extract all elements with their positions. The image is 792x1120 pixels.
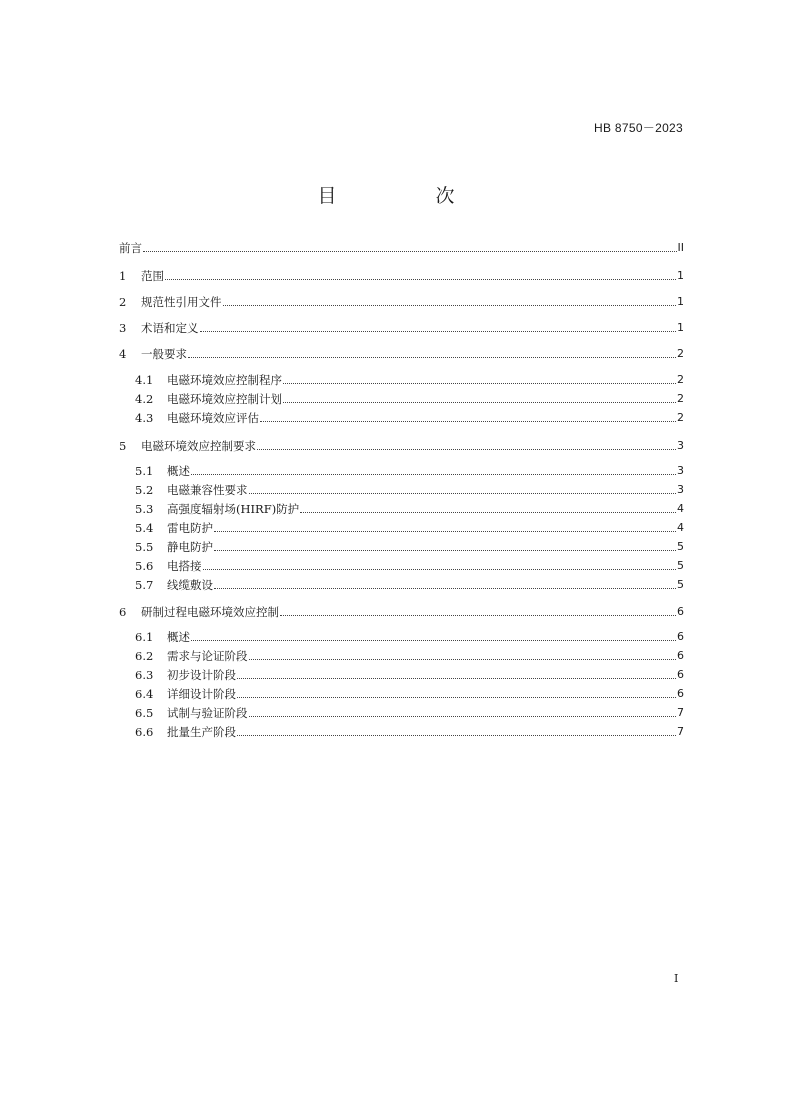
toc-entry-number: 6 <box>119 605 127 619</box>
toc-entry-page: 5 <box>677 578 684 591</box>
toc-entry-number: 5.1 <box>135 464 154 478</box>
toc-entry-page: 3 <box>677 464 684 477</box>
document-code: HB 8750－2023 <box>594 121 683 135</box>
toc-entry[interactable] <box>119 320 684 336</box>
toc-entry-page: 5 <box>677 559 684 572</box>
toc-entry-number: 4.2 <box>135 392 154 406</box>
toc-entry-number: 4.1 <box>135 373 154 387</box>
toc-entry-page: 6 <box>677 687 684 700</box>
toc-entry-label: 高强度辐射场(HIRF)防护 <box>167 502 300 516</box>
toc-entry-label: 初步设计阶段 <box>167 668 236 682</box>
toc-entry[interactable] <box>135 577 684 593</box>
toc-entry[interactable] <box>135 648 684 664</box>
toc-entry-label: 雷电防护 <box>167 521 213 535</box>
toc-entry-number: 5.6 <box>135 559 154 573</box>
toc-entry-label: 规范性引用文件 <box>141 295 222 309</box>
toc-entry-label: 前言 <box>119 241 142 255</box>
toc-entry-label: 术语和定义 <box>141 321 199 335</box>
toc-entry-label: 批量生产阶段 <box>167 725 236 739</box>
toc-entry-label: 研制过程电磁环境效应控制 <box>141 605 279 619</box>
toc-entry-label: 电磁环境效应控制程序 <box>167 373 282 387</box>
toc-entry[interactable] <box>135 501 684 517</box>
toc-entry-number: 6.6 <box>135 725 154 739</box>
toc-entry-label: 电磁环境效应控制要求 <box>141 439 256 453</box>
toc-entry[interactable] <box>135 705 684 721</box>
toc-entry-page: 6 <box>677 649 684 662</box>
toc-entry-label: 试制与验证阶段 <box>167 706 248 720</box>
toc-entry[interactable] <box>135 539 684 555</box>
toc-entry-page: 3 <box>677 439 684 452</box>
toc-entry[interactable] <box>119 346 684 362</box>
toc-entry-label: 电磁环境效应控制计划 <box>167 392 282 406</box>
toc-entry-number: 3 <box>119 321 127 335</box>
toc-entry-page: 1 <box>677 321 684 334</box>
toc-entry-label: 电搭接 <box>167 559 202 573</box>
toc-entry-number: 6.1 <box>135 630 154 644</box>
toc-entry-number: 5.4 <box>135 521 154 535</box>
toc-entry[interactable] <box>135 667 684 683</box>
toc-entry-page: 7 <box>677 725 684 738</box>
toc-entry-page: 1 <box>677 295 684 308</box>
toc-leader-dots <box>249 659 677 660</box>
toc-leader-dots <box>143 251 677 252</box>
toc-entry-number: 5.3 <box>135 502 154 516</box>
toc-entry-label: 概述 <box>167 464 190 478</box>
toc-entry[interactable] <box>135 482 684 498</box>
toc-title: 目 次 <box>317 185 495 207</box>
toc-entry-page: 5 <box>677 540 684 553</box>
toc-entry-number: 2 <box>119 295 127 309</box>
toc-entry[interactable] <box>135 410 684 426</box>
toc-entry-page: 7 <box>677 706 684 719</box>
toc-entry-page: 2 <box>677 411 684 424</box>
toc-entry[interactable] <box>119 604 684 620</box>
toc-leader-dots <box>237 678 676 679</box>
toc-entry[interactable] <box>119 294 684 310</box>
toc-leader-dots <box>214 588 676 589</box>
page-number: I <box>674 972 679 985</box>
toc-entry-number: 5.2 <box>135 483 154 497</box>
toc-entry-label: 静电防护 <box>167 540 213 554</box>
toc-entry-page: II <box>677 241 684 254</box>
toc-entry[interactable] <box>135 520 684 536</box>
toc-entry[interactable] <box>135 558 684 574</box>
toc-leader-dots <box>300 512 676 513</box>
toc-entry-page: 4 <box>677 502 684 515</box>
toc-leader-dots <box>188 357 676 358</box>
toc-entry-number: 5.7 <box>135 578 154 592</box>
toc-entry[interactable] <box>135 724 684 740</box>
toc-entry[interactable] <box>135 372 684 388</box>
toc-entry-page: 2 <box>677 347 684 360</box>
toc-entry-number: 5.5 <box>135 540 154 554</box>
toc-entry-label: 详细设计阶段 <box>167 687 236 701</box>
toc-entry[interactable] <box>135 686 684 702</box>
toc-leader-dots <box>214 531 676 532</box>
toc-entry-label: 范围 <box>141 269 164 283</box>
toc-entry-label: 线缆敷设 <box>167 578 213 592</box>
toc-entry-label: 概述 <box>167 630 190 644</box>
toc-entry-page: 2 <box>677 392 684 405</box>
toc-entry-number: 6.3 <box>135 668 154 682</box>
toc-entry-page: 2 <box>677 373 684 386</box>
toc-entry-number: 6.4 <box>135 687 154 701</box>
toc-entry-number: 6.2 <box>135 649 154 663</box>
toc-leader-dots <box>237 735 676 736</box>
toc-leader-dots <box>214 550 676 551</box>
toc-entry-page: 6 <box>677 630 684 643</box>
toc-entry-label: 一般要求 <box>141 347 187 361</box>
toc-leader-dots <box>203 569 677 570</box>
toc-leader-dots <box>191 474 676 475</box>
toc-entry-page: 1 <box>677 269 684 282</box>
toc-entry[interactable] <box>119 240 684 256</box>
toc-leader-dots <box>200 331 677 332</box>
toc-entry-page: 6 <box>677 605 684 618</box>
toc-leader-dots <box>165 279 676 280</box>
toc-entry[interactable] <box>119 438 684 454</box>
toc-leader-dots <box>249 493 677 494</box>
toc-leader-dots <box>257 449 676 450</box>
toc-entry-number: 6.5 <box>135 706 154 720</box>
toc-leader-dots <box>223 305 677 306</box>
toc-entry-page: 4 <box>677 521 684 534</box>
toc-leader-dots <box>280 615 676 616</box>
toc-leader-dots <box>237 697 676 698</box>
toc-entry-number: 4 <box>119 347 127 361</box>
toc-leader-dots <box>283 383 676 384</box>
toc-leader-dots <box>249 716 677 717</box>
toc-entry-label: 电磁兼容性要求 <box>167 483 248 497</box>
toc-entry-number: 4.3 <box>135 411 154 425</box>
toc-entry-number: 5 <box>119 439 127 453</box>
toc-entry-label: 需求与论证阶段 <box>167 649 248 663</box>
toc-entry-page: 3 <box>677 483 684 496</box>
toc-entry[interactable] <box>135 463 684 479</box>
toc-entry-label: 电磁环境效应评估 <box>167 411 259 425</box>
toc-entry[interactable] <box>135 391 684 407</box>
toc-entry[interactable] <box>119 268 684 284</box>
toc-leader-dots <box>260 421 676 422</box>
toc-entry-page: 6 <box>677 668 684 681</box>
toc-entry-number: 1 <box>119 269 127 283</box>
toc-leader-dots <box>283 402 676 403</box>
toc-leader-dots <box>191 640 676 641</box>
toc-entry[interactable] <box>135 629 684 645</box>
